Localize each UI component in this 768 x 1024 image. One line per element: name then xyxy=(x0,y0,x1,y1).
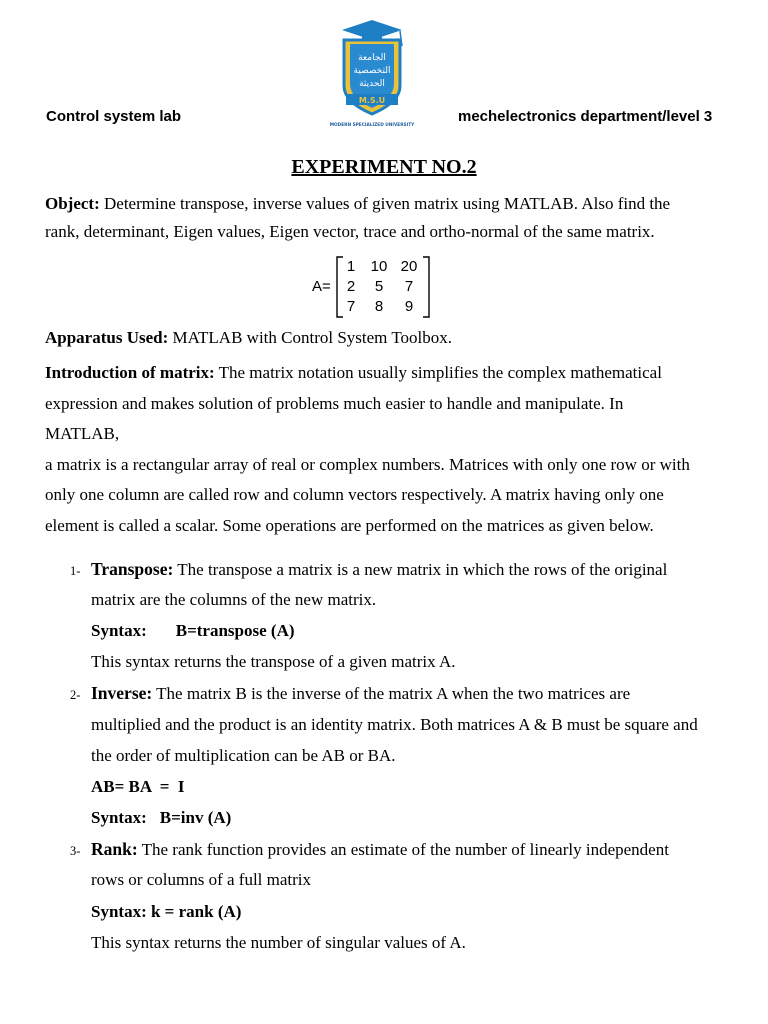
list-item-text: rows or columns of a full matrix xyxy=(91,870,312,889)
syntax-line xyxy=(91,621,295,641)
matrix-cell: 1 xyxy=(346,258,356,275)
apparatus-label: Apparatus Used: xyxy=(45,328,169,347)
list-number: 2- xyxy=(70,688,81,702)
matrix-cell: 20 xyxy=(400,258,418,275)
page-title: EXPERIMENT NO.2 xyxy=(291,156,477,178)
svg-text:التخصصية: التخصصية xyxy=(353,66,391,76)
syntax-note: This syntax returns the transpose of a given matrix A. xyxy=(91,652,456,671)
list-item-text: matrix are the columns of the new matrix. xyxy=(91,590,377,609)
list-number: 1- xyxy=(70,564,81,578)
list-item-text: multiplied and the product is an identity matrix. Both matrices A & B must be square and xyxy=(91,715,698,734)
object-paragraph xyxy=(45,190,735,246)
syntax-line: Syntax: k = rank (A) xyxy=(91,902,242,921)
list-item-text: The transpose a matrix is a new matrix in which the rows of the original xyxy=(173,560,668,579)
syntax-label: Syntax: xyxy=(91,808,147,827)
apparatus-line xyxy=(45,328,735,348)
svg-text:الحديثة: الحديثة xyxy=(359,79,385,89)
list-item-rank xyxy=(91,839,669,860)
matrix-cell: 2 xyxy=(346,278,356,295)
syntax-label: Syntax: xyxy=(91,621,147,640)
list-item-inverse xyxy=(91,683,630,704)
intro-line5: only one column are called row and column vectors respectively. A matrix having only one xyxy=(45,485,664,504)
matrix-cell: 9 xyxy=(404,298,414,315)
intro-line1: The matrix notation usually simplifies the complex mathematical xyxy=(214,363,662,382)
identity-equation: AB= BA = I xyxy=(91,777,185,796)
intro-line3: MATLAB, xyxy=(45,424,120,443)
syntax-line xyxy=(91,808,231,828)
list-item-head: Transpose: xyxy=(91,559,174,579)
intro-line4: a matrix is a rectangular array of real or complex numbers. Matrices with only one row or with xyxy=(45,454,690,474)
matrix-cell: 5 xyxy=(374,278,384,295)
intro-paragraph xyxy=(45,358,735,541)
intro-line2: expression and makes solution of problems much easier to handle and manipulate. In xyxy=(45,393,624,413)
header-department: mechelectronics department/level 3 xyxy=(458,108,713,125)
list-item-transpose xyxy=(91,559,667,580)
syntax-code: B=inv (A) xyxy=(159,808,232,827)
svg-text:الجامعة: الجامعة xyxy=(358,53,386,63)
list-item-head: Inverse: xyxy=(91,683,153,703)
university-logo xyxy=(322,16,422,134)
intro-line6: element is called a scalar. Some operations are performed on the matrices as given below. xyxy=(45,515,654,535)
matrix-cell: 7 xyxy=(346,298,356,315)
svg-text:MODERN SPECIALIZED UNIVERSITY: MODERN SPECIALIZED UNIVERSITY xyxy=(329,123,415,128)
matrix-cell: 10 xyxy=(370,258,388,275)
svg-text:M.S.U: M.S.U xyxy=(358,96,386,105)
matrix-cell: 8 xyxy=(374,298,384,315)
matrix-label: A= xyxy=(312,278,331,295)
list-item-text: the order of multiplication can be AB or BA. xyxy=(91,746,396,765)
list-item-head: Rank: xyxy=(91,839,138,859)
object-line2: rank, determinant, Eigen values, Eigen vector, trace and ortho-normal of the same matrix. xyxy=(45,222,655,241)
apparatus-text: MATLAB with Control System Toolbox. xyxy=(168,328,453,347)
object-line1: Determine transpose, inverse values of given matrix using MATLAB. Also find the xyxy=(99,194,671,213)
syntax-code: B=transpose (A) xyxy=(175,621,295,640)
matrix-cell: 7 xyxy=(404,278,414,295)
list-item-text: The rank function provides an estimate of the number of linearly independent xyxy=(137,840,669,859)
matrix-a xyxy=(312,254,442,318)
object-label: Object: xyxy=(45,194,100,213)
list-item-text: The matrix B is the inverse of the matrix A when the two matrices are xyxy=(152,684,631,703)
syntax-note: This syntax returns the number of singular values of A. xyxy=(91,933,466,952)
list-number: 3- xyxy=(70,844,81,858)
intro-label: Introduction of matrix: xyxy=(45,363,215,382)
header-course-title: Control system lab xyxy=(46,108,182,125)
